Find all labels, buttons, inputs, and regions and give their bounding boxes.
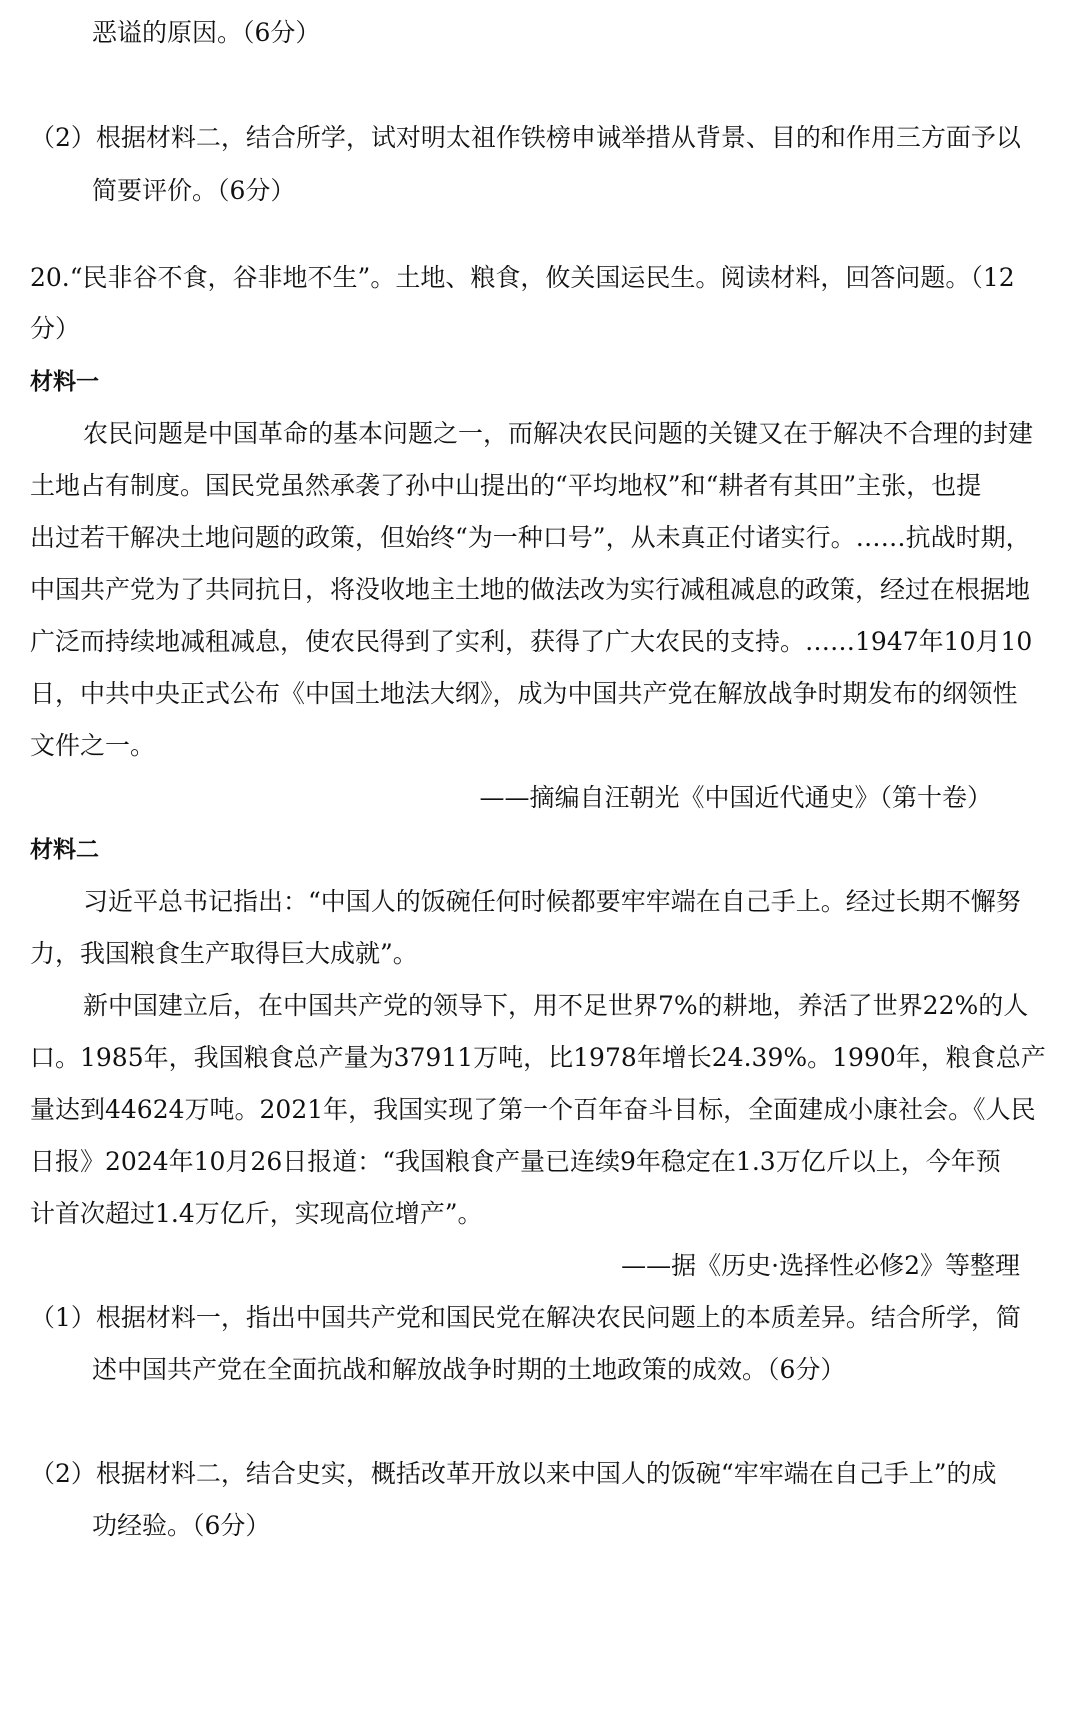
- paragraph-line: 口。1985年，我国粮食总产量为37911万吨，比1978年增长24.39%。1990年，粮食总产: [30, 1043, 1046, 1072]
- paragraph-line: 日报》2024年10月26日报道：“我国粮食产量已连续9年稳定在1.3万亿斤以上，今年预: [30, 1147, 1001, 1176]
- paragraph-line: 量达到44624万吨。2021年，我国实现了第一个百年奋斗目标，全面建成小康社会。《人民: [30, 1095, 1036, 1124]
- paragraph-line: 力，我国粮食生产取得巨大成就”。: [30, 939, 418, 968]
- source-citation: ——摘编自汪朝光《中国近代通史》（第十卷）: [479, 783, 992, 812]
- paragraph-line: 农民问题是中国革命的基本问题之一，而解决农民问题的关键又在于解决不合理的封建: [83, 419, 1034, 448]
- material-one-label: 材料一: [30, 369, 99, 395]
- paragraph-line: 广泛而持续地减租减息，使农民得到了实利，获得了广大农民的支持。……1947年10月10: [30, 627, 1033, 656]
- text-line: 功经验。（6分）: [92, 1511, 271, 1540]
- paragraph-line: 出过若干解决土地问题的政策，但始终“为一种口号”，从未真正付诸实行。……抗战时期，: [30, 523, 1031, 552]
- text-line: 简要评价。（6分）: [92, 176, 296, 205]
- source-citation: ——据《历史·选择性必修2》等整理: [621, 1251, 1020, 1280]
- paragraph-line: 计首次超过1.4万亿斤，实现高位增产”。: [30, 1199, 483, 1228]
- paragraph-line: 土地占有制度。国民党虽然承袭了孙中山提出的“平均地权”和“耕者有其田”主张，也提: [30, 471, 982, 500]
- paragraph-line: 文件之一。: [30, 731, 156, 760]
- material-two-label: 材料二: [30, 837, 99, 863]
- text-line: 恶谥的原因。（6分）: [92, 18, 321, 47]
- question-20-2: （2）根据材料二，结合史实，概括改革开放以来中国人的饭碗“牢牢端在自己手上”的成: [30, 1459, 997, 1488]
- question-20-heading: 20.“民非谷不食，谷非地不生”。土地、粮食，攸关国运民生。阅读材料，回答问题。（12: [30, 263, 1015, 292]
- text-line: 述中国共产党在全面抗战和解放战争时期的土地政策的成效。（6分）: [92, 1355, 846, 1384]
- paragraph-line: 日，中共中央正式公布《中国土地法大纲》，成为中国共产党在解放战争时期发布的纲领性: [30, 679, 1018, 708]
- paragraph-line: 习近平总书记指出：“中国人的饭碗任何时候都要牢牢端在自己手上。经过长期不懈努: [83, 887, 1021, 916]
- paragraph-line: 新中国建立后，在中国共产党的领导下，用不足世界7%的耕地，养活了世界22%的人: [83, 991, 1029, 1020]
- paragraph-line: 中国共产党为了共同抗日，将没收地主土地的做法改为实行减租减息的政策，经过在根据地: [30, 575, 1031, 604]
- text-line: 分）: [30, 314, 81, 343]
- question-20-1: （1）根据材料一，指出中国共产党和国民党在解决农民问题上的本质差异。结合所学，简: [30, 1303, 1021, 1332]
- question-19-2: （2）根据材料二，结合所学，试对明太祖作铁榜申诫举措从背景、目的和作用三方面予以: [30, 123, 1021, 152]
